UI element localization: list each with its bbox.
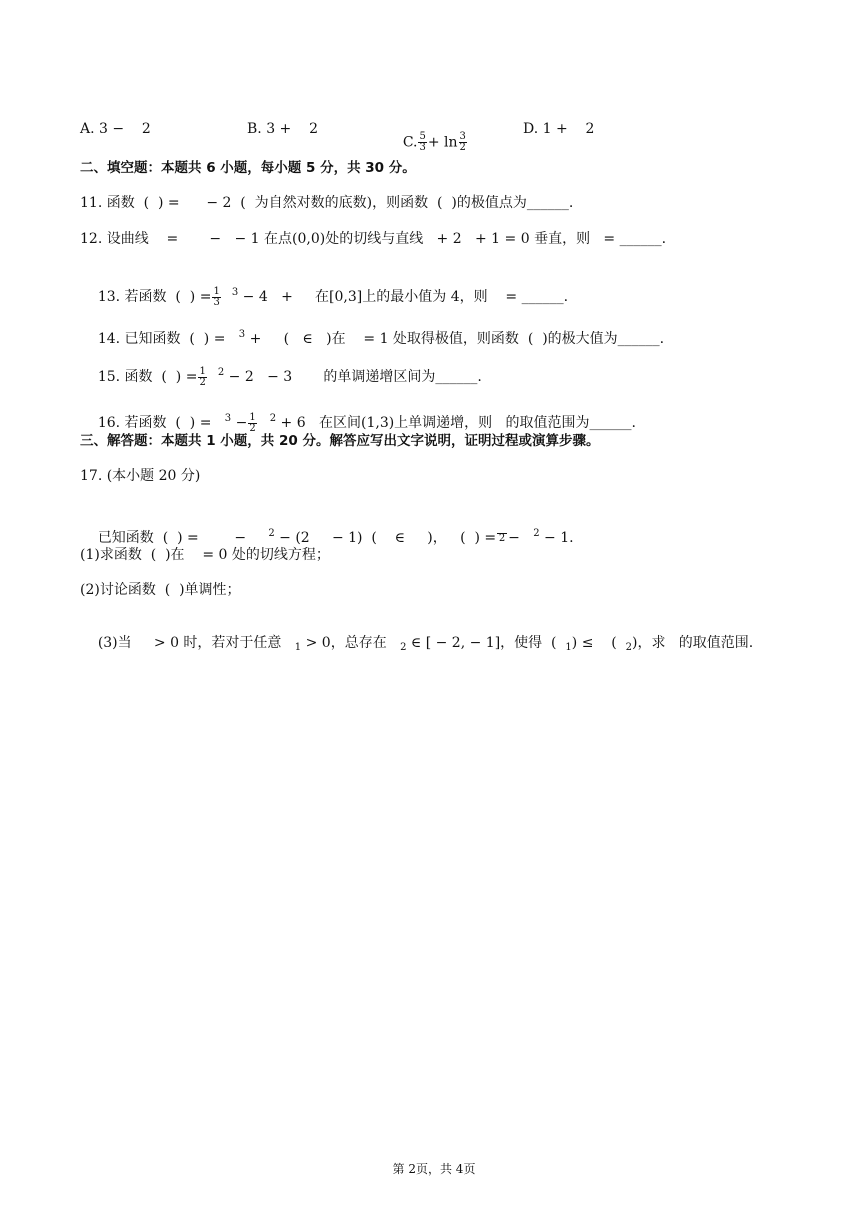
question-17-part-2: (2)讨论函数 ( )单调性； bbox=[80, 582, 241, 598]
fraction-denominator: 2 bbox=[459, 142, 466, 153]
q14-prefix: 14. 已知函数 ( ) = bbox=[97, 331, 239, 347]
question-17-title: 17. (本小题 20 分) bbox=[80, 468, 201, 484]
q15-fraction bbox=[198, 367, 206, 388]
q17-p3-prefix: (3)当 > 0 时，若对于任意 bbox=[97, 635, 295, 651]
q16-middle: − bbox=[231, 415, 248, 431]
question-11: 11. 函数 ( ) = − 2 ( 为自然对数的底数)，则函数 ( )的极值点为______. bbox=[80, 195, 574, 211]
fraction-numerator: 1 bbox=[199, 365, 206, 377]
q14-exponent: 3 bbox=[238, 329, 246, 340]
q15-prefix: 15. 函数 ( ) = bbox=[97, 369, 198, 385]
q17-p3-subscript-4: 2 bbox=[625, 642, 632, 653]
question-17-part-3 bbox=[80, 616, 753, 675]
option-c-label: C. bbox=[402, 134, 418, 151]
q17-p3-suffix: )，求 的取值范围. bbox=[631, 635, 754, 651]
q17-exponent-2: 2 bbox=[533, 528, 540, 539]
option-c-middle: + ln bbox=[427, 134, 458, 151]
q17-p3-subscript-1: 1 bbox=[294, 642, 302, 653]
q16-exponent-2: 2 bbox=[269, 413, 277, 424]
fraction-denominator: 2 bbox=[498, 532, 506, 544]
q17-p3-subscript-3: 1 bbox=[565, 642, 572, 653]
q17-p3-middle-3: ) ≤ ( bbox=[571, 635, 626, 651]
q17-fraction bbox=[497, 533, 507, 544]
section-3-heading: 三、解答题：本题共 1 小题，共 20 分。解答应写出文字说明，证明过程或演算步骤。 bbox=[80, 433, 600, 449]
q14-suffix: + ( ∈ )在 = 1 处取得极值，则函数 ( )的极大值为______. bbox=[245, 331, 665, 347]
q17-given-middle-2: − bbox=[508, 530, 534, 546]
q16-fraction bbox=[248, 413, 256, 434]
question-12: 12. 设曲线 = − − 1 在点(0,0)处的切线与直线 + 2 + 1 = 0 垂直，则 = ______. bbox=[80, 231, 667, 247]
q13-fraction bbox=[212, 287, 220, 308]
q16-exponent-1: 3 bbox=[224, 413, 232, 424]
q17-p3-middle-2: ∈ [ − 2, − 1]，使得 ( bbox=[406, 635, 566, 651]
q17-given-middle: − (2 − 1) ( ∈ )， ( ) = bbox=[274, 530, 497, 546]
fraction-numerator: 5 bbox=[419, 131, 426, 142]
option-a: A. 3 − 2 bbox=[80, 121, 151, 137]
fraction-numerator: 1 bbox=[213, 285, 220, 297]
fraction-numerator: 1 bbox=[249, 411, 256, 423]
q15-exponent: 2 bbox=[217, 367, 225, 378]
q17-given-suffix: − 1. bbox=[539, 530, 574, 546]
q15-suffix: − 2 − 3 的单调递增区间为______. bbox=[224, 369, 482, 385]
q17-p3-middle-1: > 0，总存在 bbox=[301, 635, 401, 651]
question-17-part-1: (1)求函数 ( )在 = 0 处的切线方程； bbox=[80, 547, 330, 563]
section-2-heading: 二、填空题：本题共 6 小题，每小题 5 分，共 30 分。 bbox=[80, 160, 416, 176]
fraction-denominator: 3 bbox=[213, 296, 220, 308]
option-c-fraction-2 bbox=[459, 132, 467, 153]
q13-prefix: 13. 若函数 ( ) = bbox=[97, 289, 212, 305]
q17-given-prefix: 已知函数 ( ) = − bbox=[97, 530, 269, 546]
fraction-denominator: 3 bbox=[419, 142, 426, 153]
q17-exponent-1: 2 bbox=[268, 528, 275, 539]
q17-p3-subscript-2: 2 bbox=[400, 642, 407, 653]
q13-suffix: − 4 + 在[0,3]上的最小值为 4，则 = ______. bbox=[238, 289, 569, 305]
fraction-numerator: 3 bbox=[459, 131, 466, 142]
option-b: B. 3 + 2 bbox=[247, 121, 318, 137]
option-d: D. 1 + 2 bbox=[523, 121, 595, 137]
page-footer: 第 2页，共 4页 bbox=[392, 1162, 476, 1176]
option-c-fraction-1 bbox=[418, 132, 426, 153]
q16-prefix: 16. 若函数 ( ) = bbox=[97, 415, 225, 431]
q13-exponent: 3 bbox=[231, 287, 239, 298]
q16-suffix: + 6 在区间(1,3)上单调递增，则 的取值范围为______. bbox=[276, 415, 636, 431]
fraction-denominator: 2 bbox=[199, 376, 206, 388]
fraction-denominator: 2 bbox=[249, 422, 256, 434]
